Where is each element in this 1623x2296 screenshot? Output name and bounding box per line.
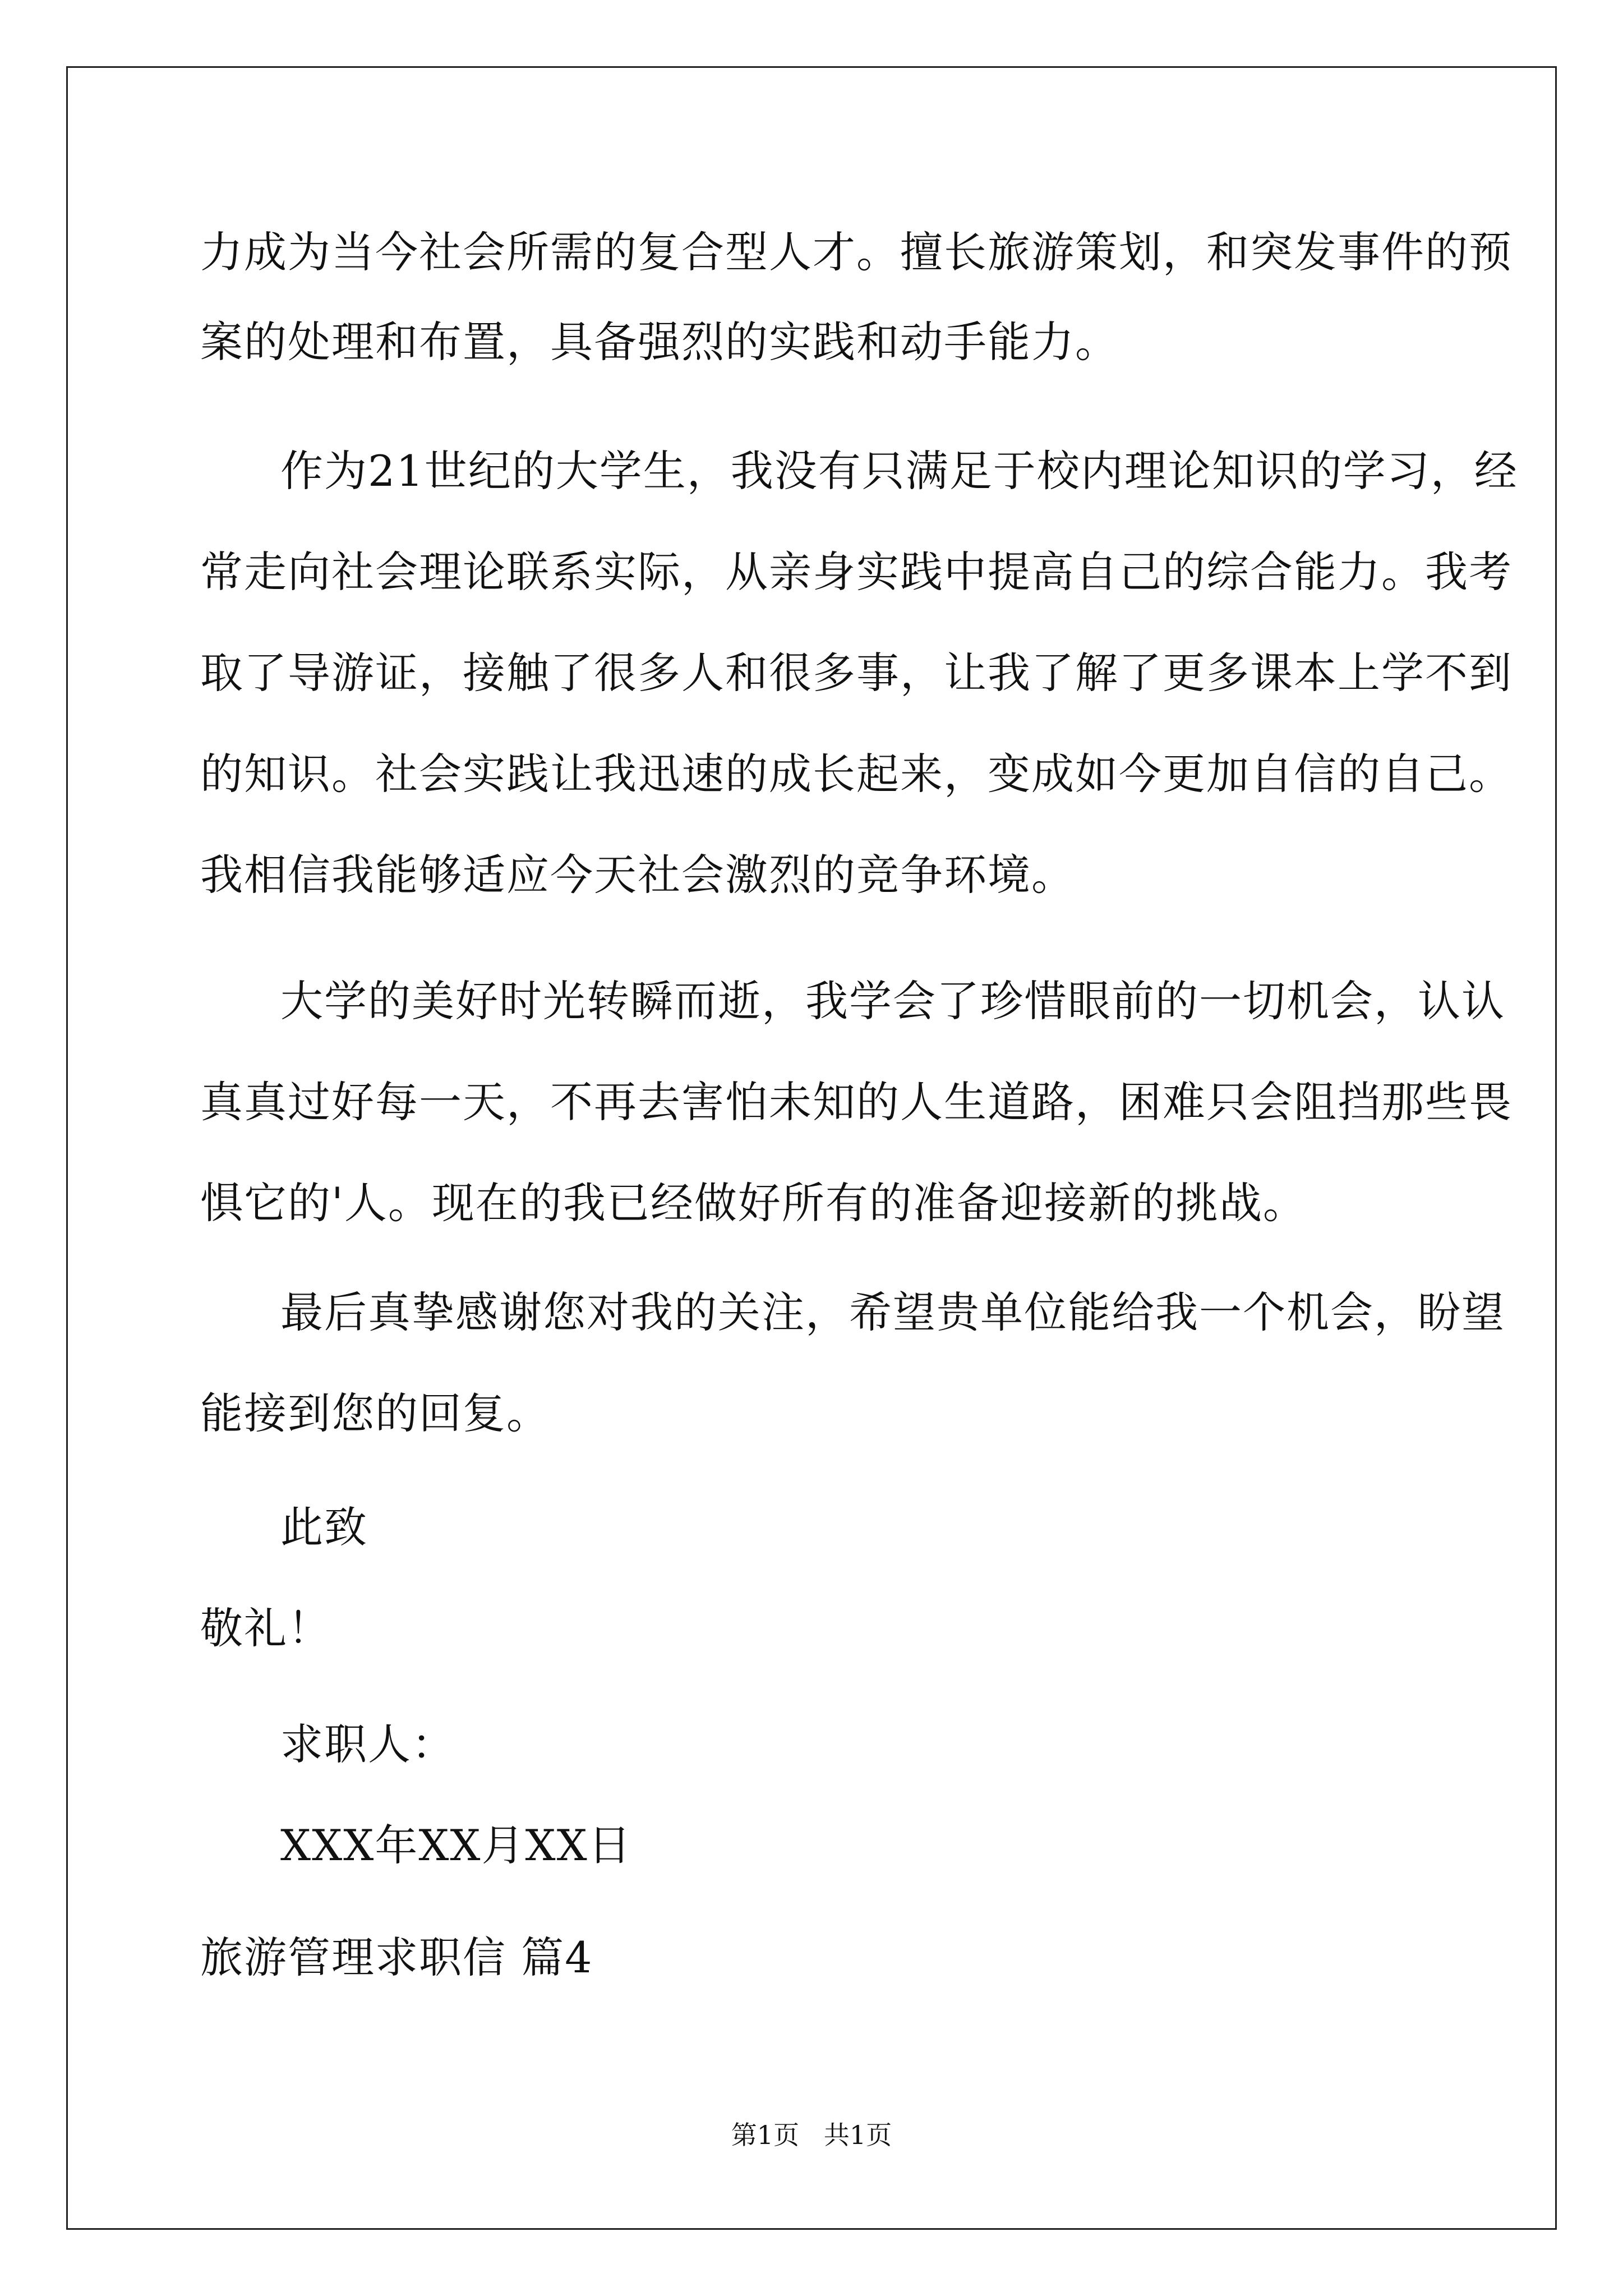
closing-salutation: 此致: [280, 1502, 368, 1552]
body-line-10: 惧它的'人。现在的我已经做好所有的准备迎接新的挑战。: [200, 1178, 1307, 1228]
page-footer: 第1页 共1页: [731, 2120, 892, 2150]
section-heading: 旅游管理求职信 篇4: [200, 1932, 593, 1982]
paragraph-line-1: 作为21世纪的大学生，我没有只满足于校内理论知识的学习，经: [280, 446, 1518, 496]
applicant-label: 求职人：: [280, 1719, 455, 1769]
body-line-7: 我相信我能够适应今天社会激烈的竞争环境。: [200, 850, 1075, 900]
page-border: [66, 66, 1557, 2230]
body-line-12: 能接到您的回复。: [200, 1388, 550, 1438]
date-line: XXX年XX月XX日: [280, 1820, 632, 1870]
body-line-4: 常走向社会理论联系实际，从亲身实践中提高自己的综合能力。我考: [200, 547, 1513, 597]
body-line-5: 取了导游证，接触了很多人和很多事，让我了解了更多课本上学不到: [200, 648, 1513, 698]
paragraph-line-2: 大学的美好时光转瞬而逝，我学会了珍惜眼前的一切机会，认认: [280, 976, 1505, 1026]
closing-respect: 敬礼！: [200, 1603, 331, 1653]
paragraph-line-3: 最后真挚感谢您对我的关注，希望贵单位能给我一个机会，盼望: [280, 1287, 1505, 1337]
body-line-6: 的知识。社会实践让我迅速的成长起来，变成如今更加自信的自己。: [200, 749, 1513, 799]
body-line-2: 案的处理和布置，具备强烈的实践和动手能力。: [200, 317, 1119, 367]
body-line-1: 力成为当今社会所需的复合型人才。擅长旅游策划，和突发事件的预: [200, 227, 1513, 277]
body-line-9: 真真过好每一天，不再去害怕未知的人生道路，困难只会阻挡那些畏: [200, 1077, 1513, 1127]
